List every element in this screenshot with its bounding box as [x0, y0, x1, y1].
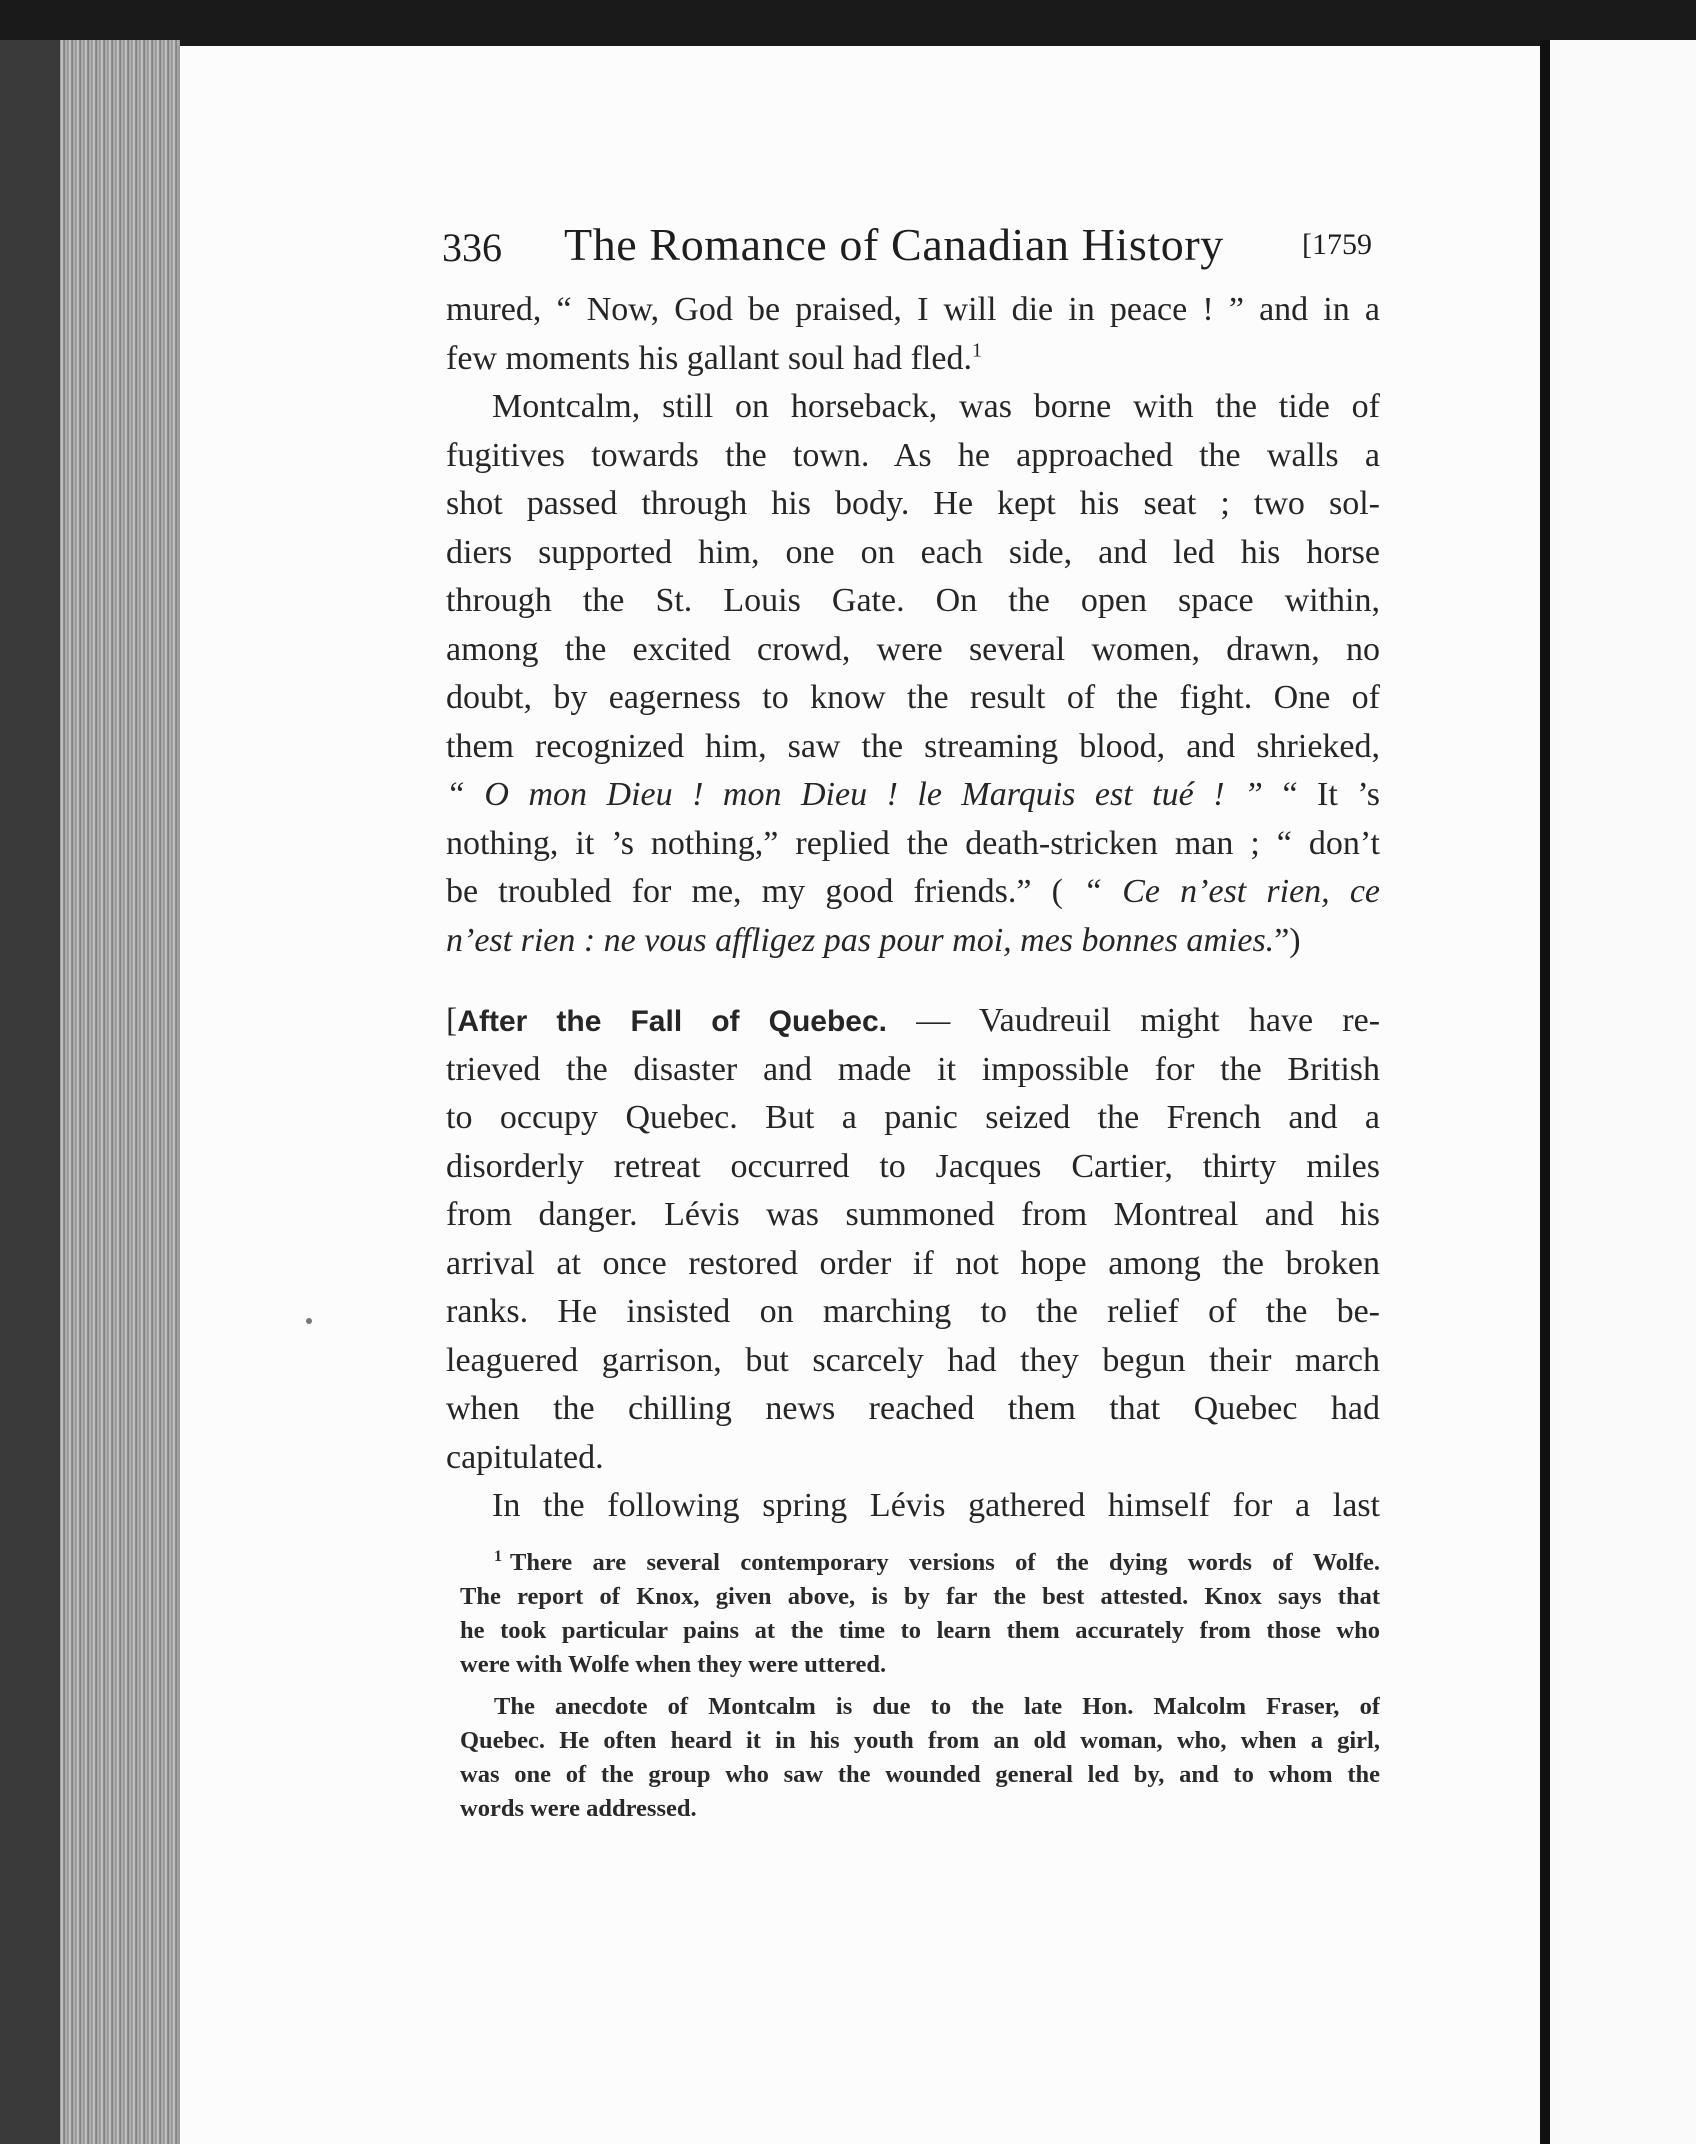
facing-page-edge	[1550, 40, 1696, 2144]
text-line: among the excited crowd, were several women, drawn, no	[446, 630, 1380, 668]
text-line: to occupy Quebec. But a panic seized the French and a	[446, 1099, 1380, 1136]
text-line: leaguered garrison, but scarcely had they begun their march	[446, 1341, 1380, 1379]
footnote-line: The anecdote of Montcalm is due to the late Hon. Malcolm Fraser, of	[494, 1693, 1380, 1720]
book-title: The Romance of Canadian History	[564, 219, 1224, 270]
french-quote: “ Ce n’est rien, ce	[1083, 873, 1380, 910]
footnote-line: he took particular pains at the time to learn them accurately from those who	[460, 1617, 1380, 1644]
text-line: them recognized him, saw the streaming blood, and shrieked,	[446, 727, 1380, 765]
text-line: [After the Fall of Quebec. — Vaudreuil might have re-	[446, 1002, 1380, 1039]
text-line: from danger. Lévis was summoned from Montreal and his	[446, 1196, 1380, 1233]
text-line: when the chilling news reached them that Quebec had	[446, 1390, 1380, 1427]
footnote-line: were with Wolfe when they were uttered.	[460, 1651, 887, 1678]
text-line: few moments his gallant soul had fled.$^1$	[446, 339, 982, 377]
scan-speck	[306, 1318, 312, 1324]
section-heading: After the Fall of Quebec.	[457, 1005, 887, 1038]
french-quote: “ O mon Dieu ! mon Dieu ! le Marquis est tué ! ”	[446, 776, 1263, 813]
footnote-line: Quebec. He often heard it in his youth from an old woman, who, when a girl,	[460, 1727, 1380, 1754]
page-number: 336	[442, 225, 502, 270]
running-year: [1759	[1302, 228, 1372, 261]
text-line: “ O mon Dieu ! mon Dieu ! le Marquis est tué ! ” “ It ’s	[446, 776, 1380, 813]
book-gutter	[1540, 40, 1550, 2144]
text-line: disorderly retreat occurred to Jacques Cartier, thirty miles	[446, 1147, 1380, 1185]
footnotes	[460, 1546, 1380, 1826]
text-line: Montcalm, still on horseback, was borne with the tide of	[492, 388, 1380, 425]
footnote-line: was one of the group who saw the wounded general led by, and to whom the	[460, 1761, 1380, 1788]
text-line: shot passed through his body. He kept his seat ; two sol-	[446, 485, 1380, 522]
text-line: n’est rien : ne vous affligez pas pour moi, mes bonnes amies.”)	[446, 921, 1301, 959]
text-line: doubt, by eagerness to know the result of the fight. One of	[446, 679, 1380, 716]
text-line: In the following spring Lévis gathered himself for a last	[492, 1487, 1380, 1524]
footnote-line: $^1$ There are several contemporary versions of the dying words of Wolfe.	[494, 1547, 1380, 1576]
footnote-marker: 1	[494, 1547, 502, 1565]
text-line: fugitives towards the town. As he approached the walls a	[446, 436, 1380, 474]
text-line: mured, “ Now, God be praised, I will die in peace ! ” and in a	[446, 291, 1380, 328]
section-gap	[446, 965, 1380, 997]
running-head	[442, 218, 1372, 274]
footnote-ref: 1	[971, 339, 982, 362]
section-bracket: [	[446, 1002, 458, 1039]
text-line: ranks. He insisted on marching to the relief of the be-	[446, 1293, 1380, 1330]
text-line: be troubled for me, my good friends.” ( “ Ce n’est rien, ce	[446, 873, 1380, 910]
text-line: arrival at once restored order if not hope among the broken	[446, 1244, 1380, 1282]
text-line: diers supported him, one on each side, and led his horse	[446, 533, 1380, 571]
book-edge-shadow	[0, 40, 60, 2144]
footnote-line: words were addressed.	[460, 1795, 697, 1822]
body-text	[446, 286, 1380, 1531]
french-quote: n’est rien : ne vous affligez pas pour moi, mes bonnes amies.	[446, 921, 1275, 959]
scan-top-edge	[0, 0, 1696, 48]
text-line: through the St. Louis Gate. On the open space within,	[446, 582, 1380, 619]
text-line: trieved the disaster and made it impossible for the British	[446, 1050, 1380, 1088]
text-line: nothing, it ’s nothing,” replied the death-stricken man ; “ don’t	[446, 824, 1380, 862]
footnote-line: The report of Knox, given above, is by far the best attested. Knox says that	[460, 1583, 1380, 1610]
text-line: capitulated.	[446, 1438, 604, 1476]
